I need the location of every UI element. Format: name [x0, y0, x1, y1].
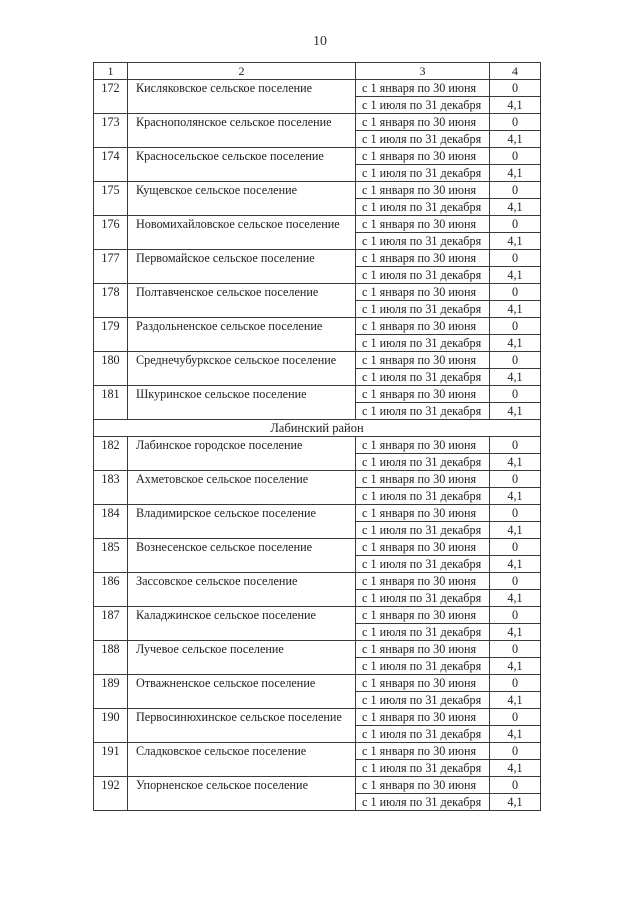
settlement-name: Лабинское городское поселение	[128, 437, 356, 471]
value-second-half: 4,1	[490, 403, 541, 420]
table-row	[94, 216, 541, 233]
row-number: 179	[94, 318, 128, 352]
value-first-half: 0	[490, 709, 541, 726]
table-row	[94, 437, 541, 454]
value-first-half: 0	[490, 471, 541, 488]
table-row	[94, 641, 541, 658]
row-number: 184	[94, 505, 128, 539]
settlement-name: Первомайское сельское поселение	[128, 250, 356, 284]
period-first-half: с 1 января по 30 июня	[356, 437, 490, 454]
period-first-half: с 1 января по 30 июня	[356, 80, 490, 97]
period-second-half: с 1 июля по 31 декабря	[356, 658, 490, 675]
value-second-half: 4,1	[490, 760, 541, 777]
value-first-half: 0	[490, 505, 541, 522]
settlement-name: Упорненское сельское поселение	[128, 777, 356, 811]
value-second-half: 4,1	[490, 556, 541, 573]
settlement-name: Кущевское сельское поселение	[128, 182, 356, 216]
period-first-half: с 1 января по 30 июня	[356, 607, 490, 624]
settlement-name: Кисляковское сельское поселение	[128, 80, 356, 114]
table-body	[94, 63, 541, 811]
period-second-half: с 1 июля по 31 декабря	[356, 692, 490, 709]
period-second-half: с 1 июля по 31 декабря	[356, 267, 490, 284]
value-second-half: 4,1	[490, 199, 541, 216]
period-first-half: с 1 января по 30 июня	[356, 709, 490, 726]
settlement-name: Первосинюхинское сельское поселение	[128, 709, 356, 743]
table-row	[94, 777, 541, 794]
value-second-half: 4,1	[490, 267, 541, 284]
table-row	[94, 182, 541, 199]
value-first-half: 0	[490, 675, 541, 692]
period-second-half: с 1 июля по 31 декабря	[356, 335, 490, 352]
column-header-3: 3	[356, 63, 490, 80]
value-first-half: 0	[490, 437, 541, 454]
settlement-name: Шкуринское сельское поселение	[128, 386, 356, 420]
row-number: 182	[94, 437, 128, 471]
value-first-half: 0	[490, 743, 541, 760]
row-number: 174	[94, 148, 128, 182]
settlement-name: Лучевое сельское поселение	[128, 641, 356, 675]
period-first-half: с 1 января по 30 июня	[356, 182, 490, 199]
period-second-half: с 1 июля по 31 декабря	[356, 97, 490, 114]
period-second-half: с 1 июля по 31 декабря	[356, 794, 490, 811]
value-first-half: 0	[490, 352, 541, 369]
table-row	[94, 573, 541, 590]
row-number: 177	[94, 250, 128, 284]
value-second-half: 4,1	[490, 590, 541, 607]
row-number: 185	[94, 539, 128, 573]
column-header-4: 4	[490, 63, 541, 80]
value-second-half: 4,1	[490, 369, 541, 386]
table-row	[94, 148, 541, 165]
value-second-half: 4,1	[490, 488, 541, 505]
value-first-half: 0	[490, 573, 541, 590]
column-header-2: 2	[128, 63, 356, 80]
table-row	[94, 743, 541, 760]
table-row	[94, 250, 541, 267]
settlement-name: Владимирское сельское поселение	[128, 505, 356, 539]
row-number: 191	[94, 743, 128, 777]
settlement-name: Краснополянское сельское поселение	[128, 114, 356, 148]
period-first-half: с 1 января по 30 июня	[356, 777, 490, 794]
row-number: 172	[94, 80, 128, 114]
page-number: 10	[313, 34, 327, 49]
period-second-half: с 1 июля по 31 декабря	[356, 301, 490, 318]
period-second-half: с 1 июля по 31 декабря	[356, 726, 490, 743]
value-first-half: 0	[490, 539, 541, 556]
period-first-half: с 1 января по 30 июня	[356, 539, 490, 556]
value-first-half: 0	[490, 114, 541, 131]
value-first-half: 0	[490, 607, 541, 624]
period-first-half: с 1 января по 30 июня	[356, 318, 490, 335]
table-row	[94, 114, 541, 131]
value-first-half: 0	[490, 777, 541, 794]
table-row	[94, 709, 541, 726]
period-first-half: с 1 января по 30 июня	[356, 352, 490, 369]
period-first-half: с 1 января по 30 июня	[356, 114, 490, 131]
period-second-half: с 1 июля по 31 декабря	[356, 624, 490, 641]
value-second-half: 4,1	[490, 522, 541, 539]
row-number: 178	[94, 284, 128, 318]
district-row	[94, 420, 541, 437]
period-first-half: с 1 января по 30 июня	[356, 641, 490, 658]
table-row	[94, 471, 541, 488]
settlement-name: Каладжинское сельское поселение	[128, 607, 356, 641]
settlement-name: Раздольненское сельское поселение	[128, 318, 356, 352]
value-first-half: 0	[490, 182, 541, 199]
period-first-half: с 1 января по 30 июня	[356, 743, 490, 760]
settlements-table	[93, 62, 541, 811]
period-second-half: с 1 июля по 31 декабря	[356, 454, 490, 471]
period-first-half: с 1 января по 30 июня	[356, 505, 490, 522]
settlement-name: Новомихайловское сельское поселение	[128, 216, 356, 250]
table-row	[94, 386, 541, 403]
settlement-name: Отважненское сельское поселение	[128, 675, 356, 709]
value-second-half: 4,1	[490, 335, 541, 352]
period-first-half: с 1 января по 30 июня	[356, 573, 490, 590]
period-first-half: с 1 января по 30 июня	[356, 675, 490, 692]
row-number: 183	[94, 471, 128, 505]
settlement-name: Полтавченское сельское поселение	[128, 284, 356, 318]
value-first-half: 0	[490, 250, 541, 267]
row-number: 190	[94, 709, 128, 743]
value-second-half: 4,1	[490, 658, 541, 675]
table-row	[94, 675, 541, 692]
period-first-half: с 1 января по 30 июня	[356, 216, 490, 233]
table-row	[94, 607, 541, 624]
period-second-half: с 1 июля по 31 декабря	[356, 369, 490, 386]
settlement-name: Вознесенское сельское поселение	[128, 539, 356, 573]
value-second-half: 4,1	[490, 726, 541, 743]
row-number: 176	[94, 216, 128, 250]
period-first-half: с 1 января по 30 июня	[356, 250, 490, 267]
period-first-half: с 1 января по 30 июня	[356, 148, 490, 165]
value-second-half: 4,1	[490, 301, 541, 318]
period-first-half: с 1 января по 30 июня	[356, 284, 490, 301]
table-row	[94, 318, 541, 335]
value-second-half: 4,1	[490, 454, 541, 471]
value-second-half: 4,1	[490, 97, 541, 114]
period-second-half: с 1 июля по 31 декабря	[356, 165, 490, 182]
period-second-half: с 1 июля по 31 декабря	[356, 403, 490, 420]
row-number: 173	[94, 114, 128, 148]
row-number: 189	[94, 675, 128, 709]
period-second-half: с 1 июля по 31 декабря	[356, 590, 490, 607]
period-second-half: с 1 июля по 31 декабря	[356, 488, 490, 505]
period-second-half: с 1 июля по 31 декабря	[356, 760, 490, 777]
row-number: 187	[94, 607, 128, 641]
row-number: 180	[94, 352, 128, 386]
row-number: 186	[94, 573, 128, 607]
table-row	[94, 80, 541, 97]
period-second-half: с 1 июля по 31 декабря	[356, 556, 490, 573]
settlement-name: Ахметовское сельское поселение	[128, 471, 356, 505]
settlement-name: Красносельское сельское поселение	[128, 148, 356, 182]
table-row	[94, 352, 541, 369]
period-first-half: с 1 января по 30 июня	[356, 386, 490, 403]
row-number: 181	[94, 386, 128, 420]
value-second-half: 4,1	[490, 624, 541, 641]
period-second-half: с 1 июля по 31 декабря	[356, 199, 490, 216]
value-second-half: 4,1	[490, 794, 541, 811]
table-row	[94, 505, 541, 522]
period-first-half: с 1 января по 30 июня	[356, 471, 490, 488]
period-second-half: с 1 июля по 31 декабря	[356, 522, 490, 539]
value-first-half: 0	[490, 216, 541, 233]
value-second-half: 4,1	[490, 233, 541, 250]
value-second-half: 4,1	[490, 165, 541, 182]
column-header-1: 1	[94, 63, 128, 80]
table-row	[94, 284, 541, 301]
table-row	[94, 539, 541, 556]
value-first-half: 0	[490, 641, 541, 658]
period-second-half: с 1 июля по 31 декабря	[356, 233, 490, 250]
settlement-name: Сладковское сельское поселение	[128, 743, 356, 777]
settlement-name: Среднечубуркское сельское поселение	[128, 352, 356, 386]
value-first-half: 0	[490, 386, 541, 403]
header-row	[94, 63, 541, 80]
value-first-half: 0	[490, 148, 541, 165]
value-second-half: 4,1	[490, 131, 541, 148]
settlement-name: Зассовское сельское поселение	[128, 573, 356, 607]
row-number: 188	[94, 641, 128, 675]
value-first-half: 0	[490, 80, 541, 97]
period-second-half: с 1 июля по 31 декабря	[356, 131, 490, 148]
district-name: Лабинский район	[94, 420, 541, 437]
value-second-half: 4,1	[490, 692, 541, 709]
value-first-half: 0	[490, 318, 541, 335]
value-first-half: 0	[490, 284, 541, 301]
row-number: 192	[94, 777, 128, 811]
row-number: 175	[94, 182, 128, 216]
